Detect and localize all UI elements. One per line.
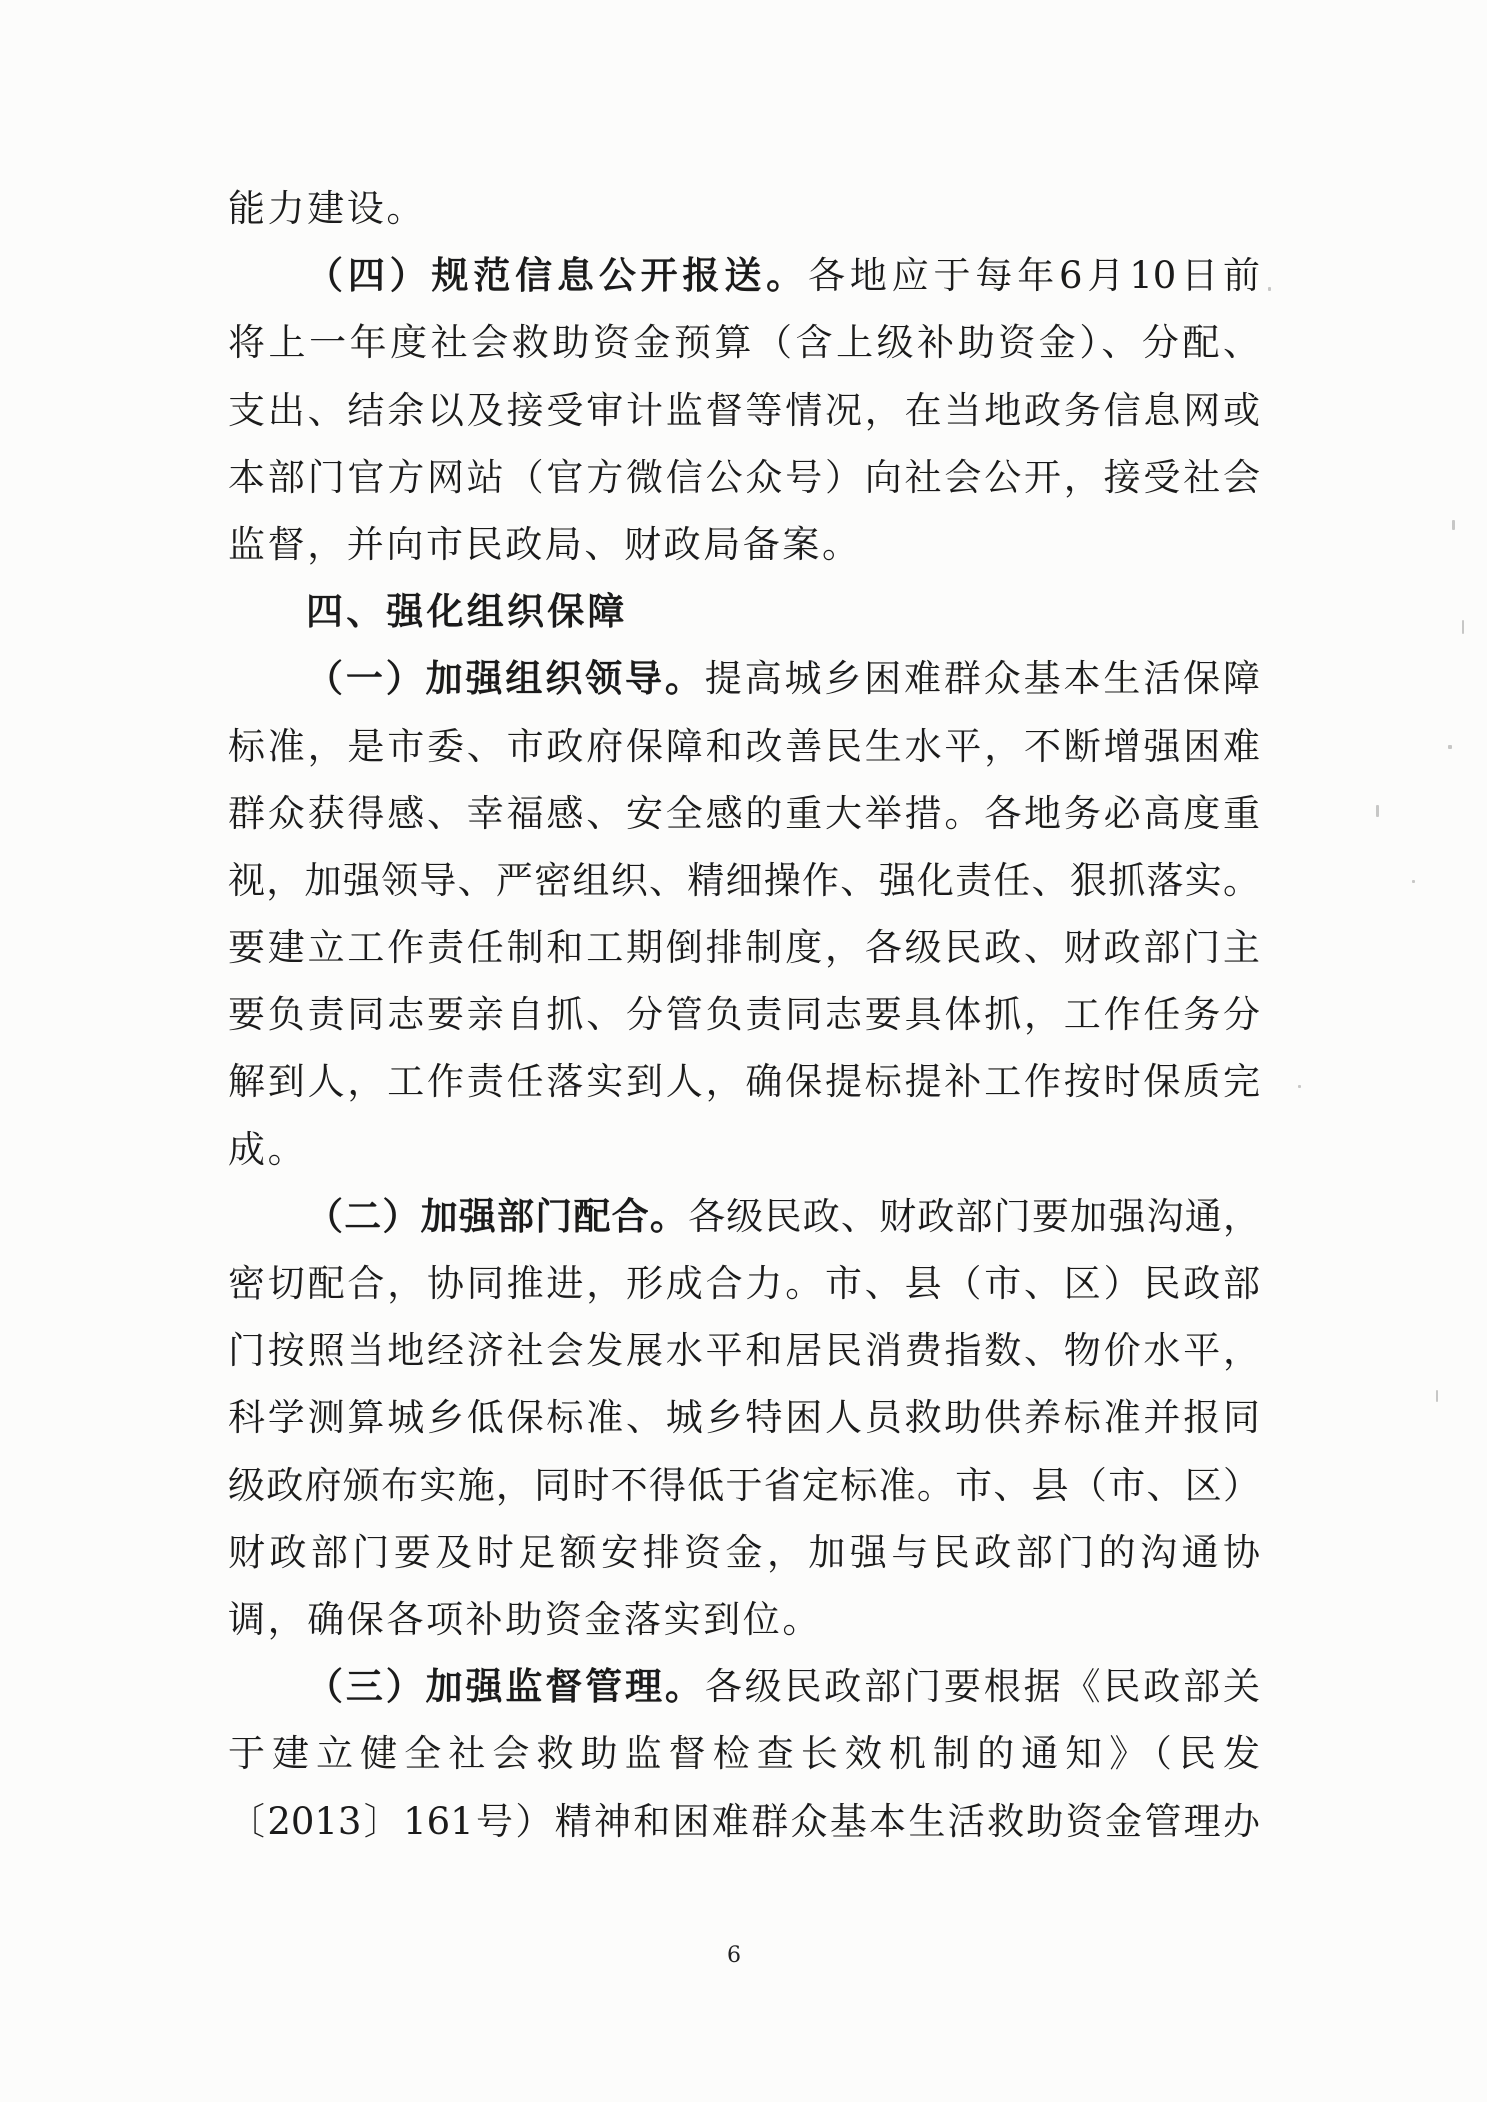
text-line: 支出、结余以及接受审计监督等情况，在当地政务信息网或 [228, 388, 1260, 432]
text-line: 成。 [228, 1127, 308, 1171]
paragraph-text: 各地应于每年6月10日前 [808, 254, 1260, 298]
paragraph-lead: （三）加强监督管理。 [306, 1664, 705, 1709]
page-number: 6 [727, 1943, 741, 1968]
text-line: 群众获得感、幸福感、安全感的重大举措。各地务必高度重 [228, 791, 1260, 835]
scan-speck [1452, 520, 1455, 530]
text-line: 密切配合，协同推进，形成合力。市、县（市、区）民政部 [228, 1262, 1260, 1305]
scan-speck [1298, 1085, 1301, 1088]
text-line: 〔2013〕161号）精神和困难群众基本生活救助资金管理办 [228, 1799, 1260, 1843]
text-line: 要建立工作责任制和工期倒排制度，各级民政、财政部门主 [228, 926, 1260, 970]
text-line: 标准，是市委、市政府保障和改善民生水平，不断增强困难 [228, 724, 1260, 768]
section-heading: 四、强化组织保障 [306, 590, 628, 634]
text-line: 要负责同志要亲自抓、分管负责同志要具体抓，工作任务分 [228, 993, 1260, 1037]
paragraph-lead: （一）加强组织领导。 [306, 656, 705, 701]
paragraph-lead: （四）规范信息公开报送。 [306, 253, 809, 298]
text-line: 视，加强领导、严密组织、精细操作、强化责任、狠抓落实。 [228, 858, 1260, 902]
paragraph-text: 各级民政、财政部门要加强沟通， [688, 1194, 1260, 1238]
scan-speck [1268, 287, 1271, 291]
text-line: 解到人，工作责任落实到人，确保提标提补工作按时保质完 [228, 1060, 1260, 1104]
text-line: 于建立健全社会救助监督检查长效机制的通知》（民发 [228, 1732, 1260, 1776]
continued-text: 能力建设。 [228, 187, 426, 230]
text-line [228, 175, 1260, 242]
text-line [228, 242, 1260, 309]
text-line: 监督，并向市民政局、财政局备案。 [228, 522, 862, 566]
paragraph-text: 各级民政部门要根据《民政部关 [704, 1665, 1260, 1709]
scan-speck [1376, 805, 1379, 817]
text-line: 将上一年度社会救助资金预算（含上级补助资金）、分配、 [228, 321, 1260, 365]
text-line [228, 1653, 1260, 1720]
scan-speck [1462, 620, 1464, 634]
text-line: 级政府颁布实施，同时不得低于省定标准。市、县（市、区） [228, 1463, 1260, 1507]
text-line: 本部门官方网站（官方微信公众号）向社会公开，接受社会 [228, 455, 1260, 499]
text-line: 调，确保各项补助资金落实到位。 [228, 1597, 822, 1641]
text-line [228, 645, 1260, 712]
scan-speck [1448, 745, 1452, 749]
text-line: 科学测算城乡低保标准、城乡特困人员救助供养标准并报同 [228, 1396, 1260, 1440]
paragraph-lead: （二）加强部门配合。 [306, 1193, 689, 1238]
document-body [228, 175, 1260, 1855]
text-line [228, 1183, 1260, 1250]
scan-speck [1436, 1390, 1438, 1402]
paragraph-text: 提高城乡困难群众基本生活保障 [704, 657, 1260, 701]
scan-speck [1412, 880, 1415, 883]
text-line: 门按照当地经济社会发展水平和居民消费指数、物价水平， [228, 1329, 1260, 1373]
text-line: 财政部门要及时足额安排资金，加强与民政部门的沟通协 [228, 1530, 1260, 1574]
